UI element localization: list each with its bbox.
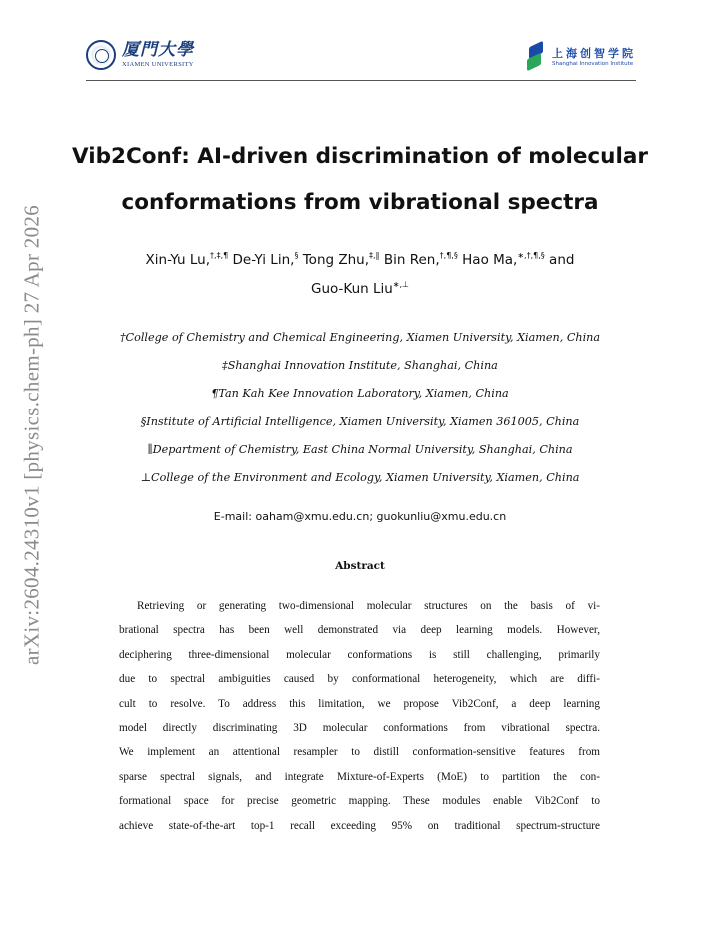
xmu-logo-cn: 厦門大學	[122, 39, 194, 60]
affiliation: †College of Chemistry and Chemical Engineering, Xiamen University, Xiamen, China	[119, 331, 601, 344]
sii-logo-en: Shanghai Innovation Institute	[552, 61, 634, 68]
abstract-body	[119, 594, 600, 838]
author-affil-marks: ∗,⊥	[392, 280, 410, 289]
abstract-line: model directly discriminating 3D molecular conformations from vibrational spectra.	[119, 721, 600, 734]
xiamen-university-logo	[86, 40, 194, 70]
author-list	[80, 246, 640, 304]
paper-title	[60, 134, 660, 226]
author-affil-marks: †,‡,¶	[210, 251, 229, 260]
affiliation: ∥Department of Chemistry, East China Normal University, Shanghai, China	[147, 443, 573, 456]
affiliation: ⊥College of the Environment and Ecology, Xiamen University, Xiamen, China	[140, 471, 580, 484]
abstract-line: sparse spectral signals, and integrate Mixture-of-Experts (MoE) to partition the con-	[119, 770, 600, 783]
affiliation: §Institute of Artificial Intelligence, Xiamen University, Xiamen 361005, China	[140, 415, 580, 428]
author-affil-marks: †,¶,§	[439, 251, 458, 260]
abstract-line: achieve state-of-the-art top-1 recall exceeding 95% on traditional spectrum-structure	[119, 819, 600, 832]
author-affil-marks: ∗,†,¶,§	[517, 251, 545, 260]
abstract-line: deciphering three-dimensional molecular conformations is still challenging, primarily	[119, 648, 600, 661]
abstract-line: Retrieving or generating two-dimensional molecular structures on the basis of vi-	[137, 600, 600, 612]
shanghai-innovation-institute-logo	[527, 44, 636, 72]
arxiv-watermark	[12, 200, 52, 670]
author-name: Xin-Yu Lu,	[145, 252, 211, 268]
abstract-line: formational space for precise geometric mapping. These modules enable Vib2Conf to	[119, 795, 600, 808]
arxiv-identifier: arXiv:2604.24310v1 [physics.chem-ph] 27 Apr 2026	[19, 204, 44, 666]
page-header	[86, 40, 636, 76]
header-divider	[86, 80, 636, 81]
contact-email: E-mail: oaham@xmu.edu.cn; guokunliu@xmu.edu.cn	[213, 510, 507, 523]
abstract-line: due to spectral ambiguities caused by conformational heterogeneity, which are diffi-	[119, 673, 600, 686]
author-name: Bin Ren,	[383, 252, 440, 268]
abstract-line: cult to resolve. To address this limitation, we propose Vib2Conf, a deep learning	[119, 697, 600, 710]
affiliation-list	[60, 324, 660, 492]
abstract-line: brational spectra has been well demonstrated via deep learning models. However,	[119, 624, 600, 637]
author-conjunction: and	[549, 252, 575, 268]
sii-mark-icon	[527, 44, 547, 72]
title-line: Vib2Conf: AI-driven discrimination of molecular	[72, 144, 648, 169]
abstract-line: We implement an attentional resampler to distill conformation-sensitive features from	[119, 746, 600, 759]
xmu-logo-en: XIAMEN UNIVERSITY	[122, 60, 194, 68]
author-affil-marks: ‡,∥	[369, 251, 380, 260]
author-name: Guo-Kun Liu	[310, 281, 393, 297]
author-affil-marks: §	[294, 251, 299, 260]
affiliation: ‡Shanghai Innovation Institute, Shanghai, China	[222, 359, 498, 372]
abstract-heading: Abstract	[335, 560, 385, 572]
xmu-seal-icon	[86, 40, 116, 70]
author-name: Hao Ma,	[462, 252, 518, 268]
title-line: conformations from vibrational spectra	[121, 190, 599, 215]
sii-logo-cn: 上海创智学院	[552, 47, 636, 61]
affiliation: ¶Tan Kah Kee Innovation Laboratory, Xiamen, China	[211, 387, 509, 400]
author-name: De-Yi Lin,	[232, 252, 295, 268]
author-name: Tong Zhu,	[302, 252, 370, 268]
